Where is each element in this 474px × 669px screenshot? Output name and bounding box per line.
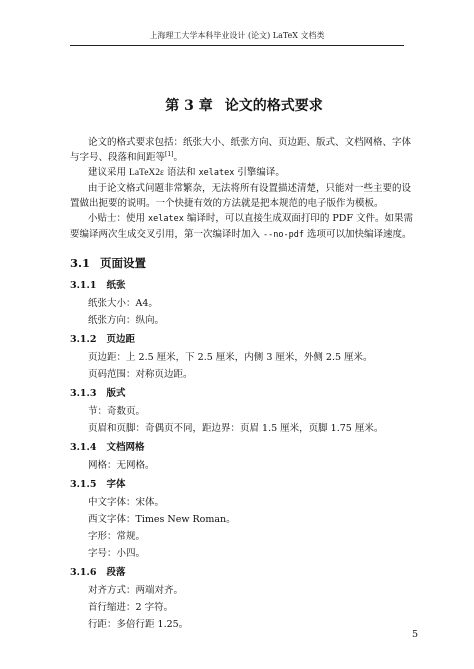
intro-text: 小贴士：使用 [88, 213, 149, 224]
subsection-heading [70, 387, 418, 401]
page-number: 5 [411, 629, 418, 640]
subsection-title: 字体 [106, 479, 126, 490]
intro-text: 语法和 [164, 167, 199, 178]
intro-text: 引擎编译。 [234, 167, 285, 178]
list-item: 西文字体：Times New Roman。 [88, 514, 236, 525]
intro-text: 建议采用 [88, 167, 130, 178]
subsection-title: 段落 [106, 567, 126, 578]
latex-logo: LaTeX2ε [129, 168, 165, 178]
subsection-number: 3.1.6 [70, 567, 97, 578]
citation-ref[interactable]: [1] [165, 150, 174, 158]
list-item: 首行缩进：2 字符。 [88, 602, 174, 613]
running-header: 上海理工大学本科毕业设计 (论文) LaTeX 文档类 [70, 30, 404, 46]
list-item: 页码范围：对称页边距。 [88, 369, 193, 380]
list-item: 网格：无网格。 [88, 460, 155, 471]
section-title: 页面设置 [100, 256, 147, 270]
list-item: 对齐方式：两端对齐。 [88, 585, 184, 596]
code-xelatex: xelatex [198, 168, 235, 178]
chapter-heading [70, 95, 418, 115]
subsection-number: 3.1.4 [70, 442, 97, 453]
list-item: 纸张大小：A4。 [88, 298, 158, 309]
subsection-heading [70, 333, 418, 347]
subsection-heading [70, 478, 418, 492]
intro-text: 论文的格式要求包括：纸张大小、纸张方向、页边距、版式、文档网格、字体与字号、段落和间距等 [70, 137, 412, 163]
list-item: 行距：多倍行距 1.25。 [88, 619, 189, 630]
code-xelatex: xelatex [148, 214, 184, 224]
subsection-number: 3.1.2 [70, 334, 97, 345]
page-content [70, 95, 418, 633]
intro-text-end: 。 [173, 152, 184, 163]
subsection-heading [70, 279, 418, 293]
list-item: 中文字体：宋体。 [88, 497, 165, 508]
list-item: 页边距：上 2.5 厘米，下 2.5 厘米，内侧 3 厘米，外侧 2.5 厘米。 [88, 352, 373, 363]
chapter-title: 论文的格式要求 [224, 98, 323, 114]
intro-paragraph-2 [70, 165, 418, 181]
intro-text: 编译时，可以直接生成双面打印的 PDF 文件。如果需要编译两次生成交叉引用，第一次编译时加入 [70, 213, 414, 240]
list-item: 页眉和页脚：奇偶页不同，距边界：页眉 1.5 厘米，页脚 1.75 厘米。 [88, 423, 384, 434]
subsection-title: 版式 [106, 388, 126, 399]
list-item: 纸张方向：纵向。 [88, 315, 165, 326]
list-item: 节：奇数页。 [88, 406, 146, 417]
section-heading [70, 255, 418, 271]
intro-paragraph-1 [70, 135, 418, 165]
subsection-title: 页边距 [106, 334, 135, 345]
subsection-heading [70, 566, 418, 580]
chapter-number: 第 3 章 [165, 98, 213, 114]
intro-text: 选项可以加快编译速度。 [303, 229, 412, 240]
intro-paragraph-4 [70, 211, 418, 243]
subsection-title: 文档网格 [106, 442, 145, 453]
subsection-number: 3.1.1 [70, 280, 97, 291]
intro-paragraph-3: 由于论文格式问题非常繁杂，无法将所有设置描述清楚，只能对一些主要的设置做出扼要的说明。一个快捷有效的方法就是把本规范的电子版作为模板。 [70, 183, 412, 209]
list-item: 字号：小四。 [88, 548, 146, 559]
section-number: 3.1 [70, 256, 91, 270]
subsection-heading [70, 441, 418, 455]
subsection-title: 纸张 [106, 280, 126, 291]
list-item: 字形：常规。 [88, 531, 146, 542]
code-no-pdf: --no-pdf [263, 230, 304, 240]
subsection-number: 3.1.5 [70, 479, 97, 490]
subsection-number: 3.1.3 [70, 388, 97, 399]
